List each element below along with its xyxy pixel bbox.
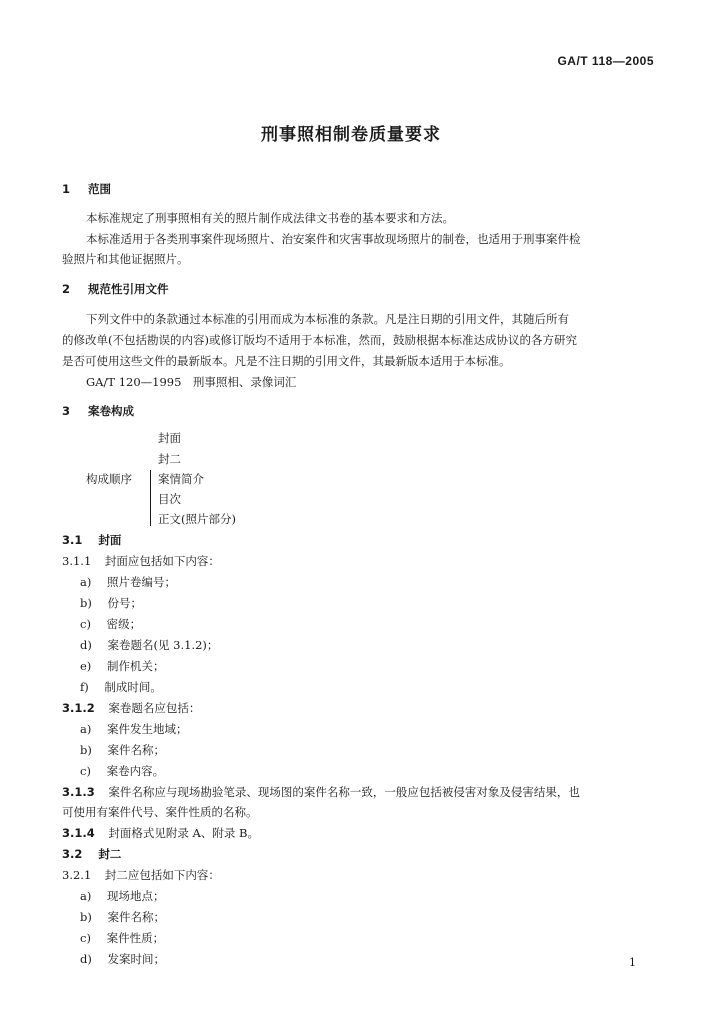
clause-text: 封面格式见附录 A、附录 B。 bbox=[108, 826, 259, 840]
list-item bbox=[80, 741, 165, 759]
clause-text: 案件名称应与现场勘验笔录、现场图的案件名称一致，一般应包括被侵害对象及侵害结果，也 bbox=[108, 785, 580, 799]
list-marker: c) bbox=[80, 931, 91, 945]
paragraph: 本标准规定了刑事照相有关的照片制作成法律文书卷的基本要求和方法。 bbox=[86, 211, 454, 225]
document-title: 刑事照相制卷质量要求 bbox=[261, 125, 441, 145]
clause-number: 3.1.1 bbox=[62, 554, 92, 568]
clause-3-2-1 bbox=[62, 866, 220, 884]
clause-number: 3.2.1 bbox=[62, 868, 92, 882]
composition-item: 目次 bbox=[158, 492, 181, 506]
list-text: 发案时间； bbox=[107, 952, 166, 966]
section-number: 3 bbox=[62, 404, 71, 418]
clause-3-1-2 bbox=[62, 699, 200, 717]
list-marker: c) bbox=[80, 764, 91, 778]
section-number: 3.1 bbox=[62, 533, 83, 547]
list-item bbox=[80, 762, 164, 780]
clause-3-1-4 bbox=[62, 824, 259, 842]
list-item bbox=[80, 950, 165, 968]
paragraph: 本标准适用于各类刑事案件现场照片、治安案件和灾害事故现场照片的制卷，也适用于刑事案件检 bbox=[86, 232, 581, 246]
composition-item: 案情简介 bbox=[158, 472, 204, 486]
standard-code: GA/T 118—2005 bbox=[557, 54, 654, 68]
list-item bbox=[80, 929, 164, 947]
list-item bbox=[80, 657, 164, 675]
normative-reference: GA/T 120—1995 刑事照相、录像词汇 bbox=[86, 375, 297, 389]
list-marker: a) bbox=[80, 889, 92, 903]
composition-item: 封面 bbox=[158, 431, 181, 445]
clause-text-continued: 可使用有案件代号、案件性质的名称。 bbox=[62, 805, 258, 819]
composition-item: 正文(照片部分) bbox=[158, 512, 236, 526]
list-text: 照片卷编号； bbox=[107, 575, 176, 589]
clause-number: 3.1.3 bbox=[62, 785, 95, 799]
composition-item: 封二 bbox=[158, 452, 181, 466]
section-number: 2 bbox=[62, 282, 71, 296]
list-text: 案件名称； bbox=[107, 910, 166, 924]
list-marker: e) bbox=[80, 659, 92, 673]
list-text: 制成时间。 bbox=[104, 680, 162, 694]
page-number: 1 bbox=[629, 956, 636, 969]
clause-text: 封二应包括如下内容： bbox=[104, 868, 220, 882]
section-number: 3.2 bbox=[62, 847, 83, 861]
clause-text: 封面应包括如下内容： bbox=[104, 554, 220, 568]
paragraph: 验照片和其他证据照片。 bbox=[62, 252, 189, 266]
subsection-3-1-heading bbox=[62, 531, 121, 549]
section-title: 案卷构成 bbox=[88, 404, 135, 418]
section-3-heading bbox=[62, 402, 134, 420]
list-item bbox=[80, 594, 142, 612]
list-text: 现场地点； bbox=[107, 889, 165, 903]
list-marker: b) bbox=[80, 910, 92, 924]
list-text: 案件名称； bbox=[107, 743, 166, 757]
paragraph: 的修改单(不包括勘误的内容)或修订版均不适用于本标准，然而，鼓励根据本标准达成协议的各方研究 bbox=[62, 333, 577, 347]
composition-bracket bbox=[150, 470, 156, 526]
list-item bbox=[80, 636, 218, 654]
clause-3-1-1 bbox=[62, 552, 220, 570]
list-marker: d) bbox=[80, 952, 92, 966]
list-item bbox=[80, 678, 162, 696]
list-marker: b) bbox=[80, 743, 92, 757]
list-text: 份号； bbox=[107, 596, 143, 610]
list-item bbox=[80, 720, 188, 738]
paragraph: 下列文件中的条款通过本标准的引用而成为本标准的条款。凡是注日期的引用文件，其随后所有 bbox=[86, 312, 569, 326]
clause-number: 3.1.4 bbox=[62, 826, 95, 840]
list-marker: f) bbox=[80, 680, 89, 694]
list-item bbox=[80, 887, 165, 905]
list-text: 制作机关； bbox=[106, 659, 165, 673]
clause-3-1-3 bbox=[62, 783, 580, 801]
clause-text: 案卷题名应包括： bbox=[108, 701, 201, 715]
list-item bbox=[80, 615, 141, 633]
list-text: 案卷题名(见 3.1.2)； bbox=[107, 638, 219, 652]
list-text: 案卷内容。 bbox=[106, 764, 165, 778]
list-item bbox=[80, 573, 176, 591]
paragraph: 是否可使用这些文件的最新版本。凡是不注日期的引用文件，其最新版本适用于本标准。 bbox=[62, 354, 511, 368]
list-marker: a) bbox=[80, 575, 92, 589]
list-marker: b) bbox=[80, 596, 92, 610]
list-text: 案件发生地域； bbox=[107, 722, 188, 736]
composition-label: 构成顺序 bbox=[86, 472, 132, 486]
list-marker: d) bbox=[80, 638, 92, 652]
clause-number: 3.1.2 bbox=[62, 701, 95, 715]
list-marker: c) bbox=[80, 617, 91, 631]
subsection-3-2-heading bbox=[62, 845, 121, 863]
section-2-heading bbox=[62, 280, 169, 298]
section-title: 范围 bbox=[88, 182, 112, 196]
list-text: 密级； bbox=[106, 617, 142, 631]
section-1-heading bbox=[62, 180, 111, 198]
section-title: 封二 bbox=[98, 847, 122, 861]
section-number: 1 bbox=[62, 182, 71, 196]
section-title: 规范性引用文件 bbox=[88, 282, 169, 296]
list-item bbox=[80, 908, 165, 926]
list-marker: a) bbox=[80, 722, 92, 736]
list-text: 案件性质； bbox=[106, 931, 165, 945]
section-title: 封面 bbox=[98, 533, 122, 547]
